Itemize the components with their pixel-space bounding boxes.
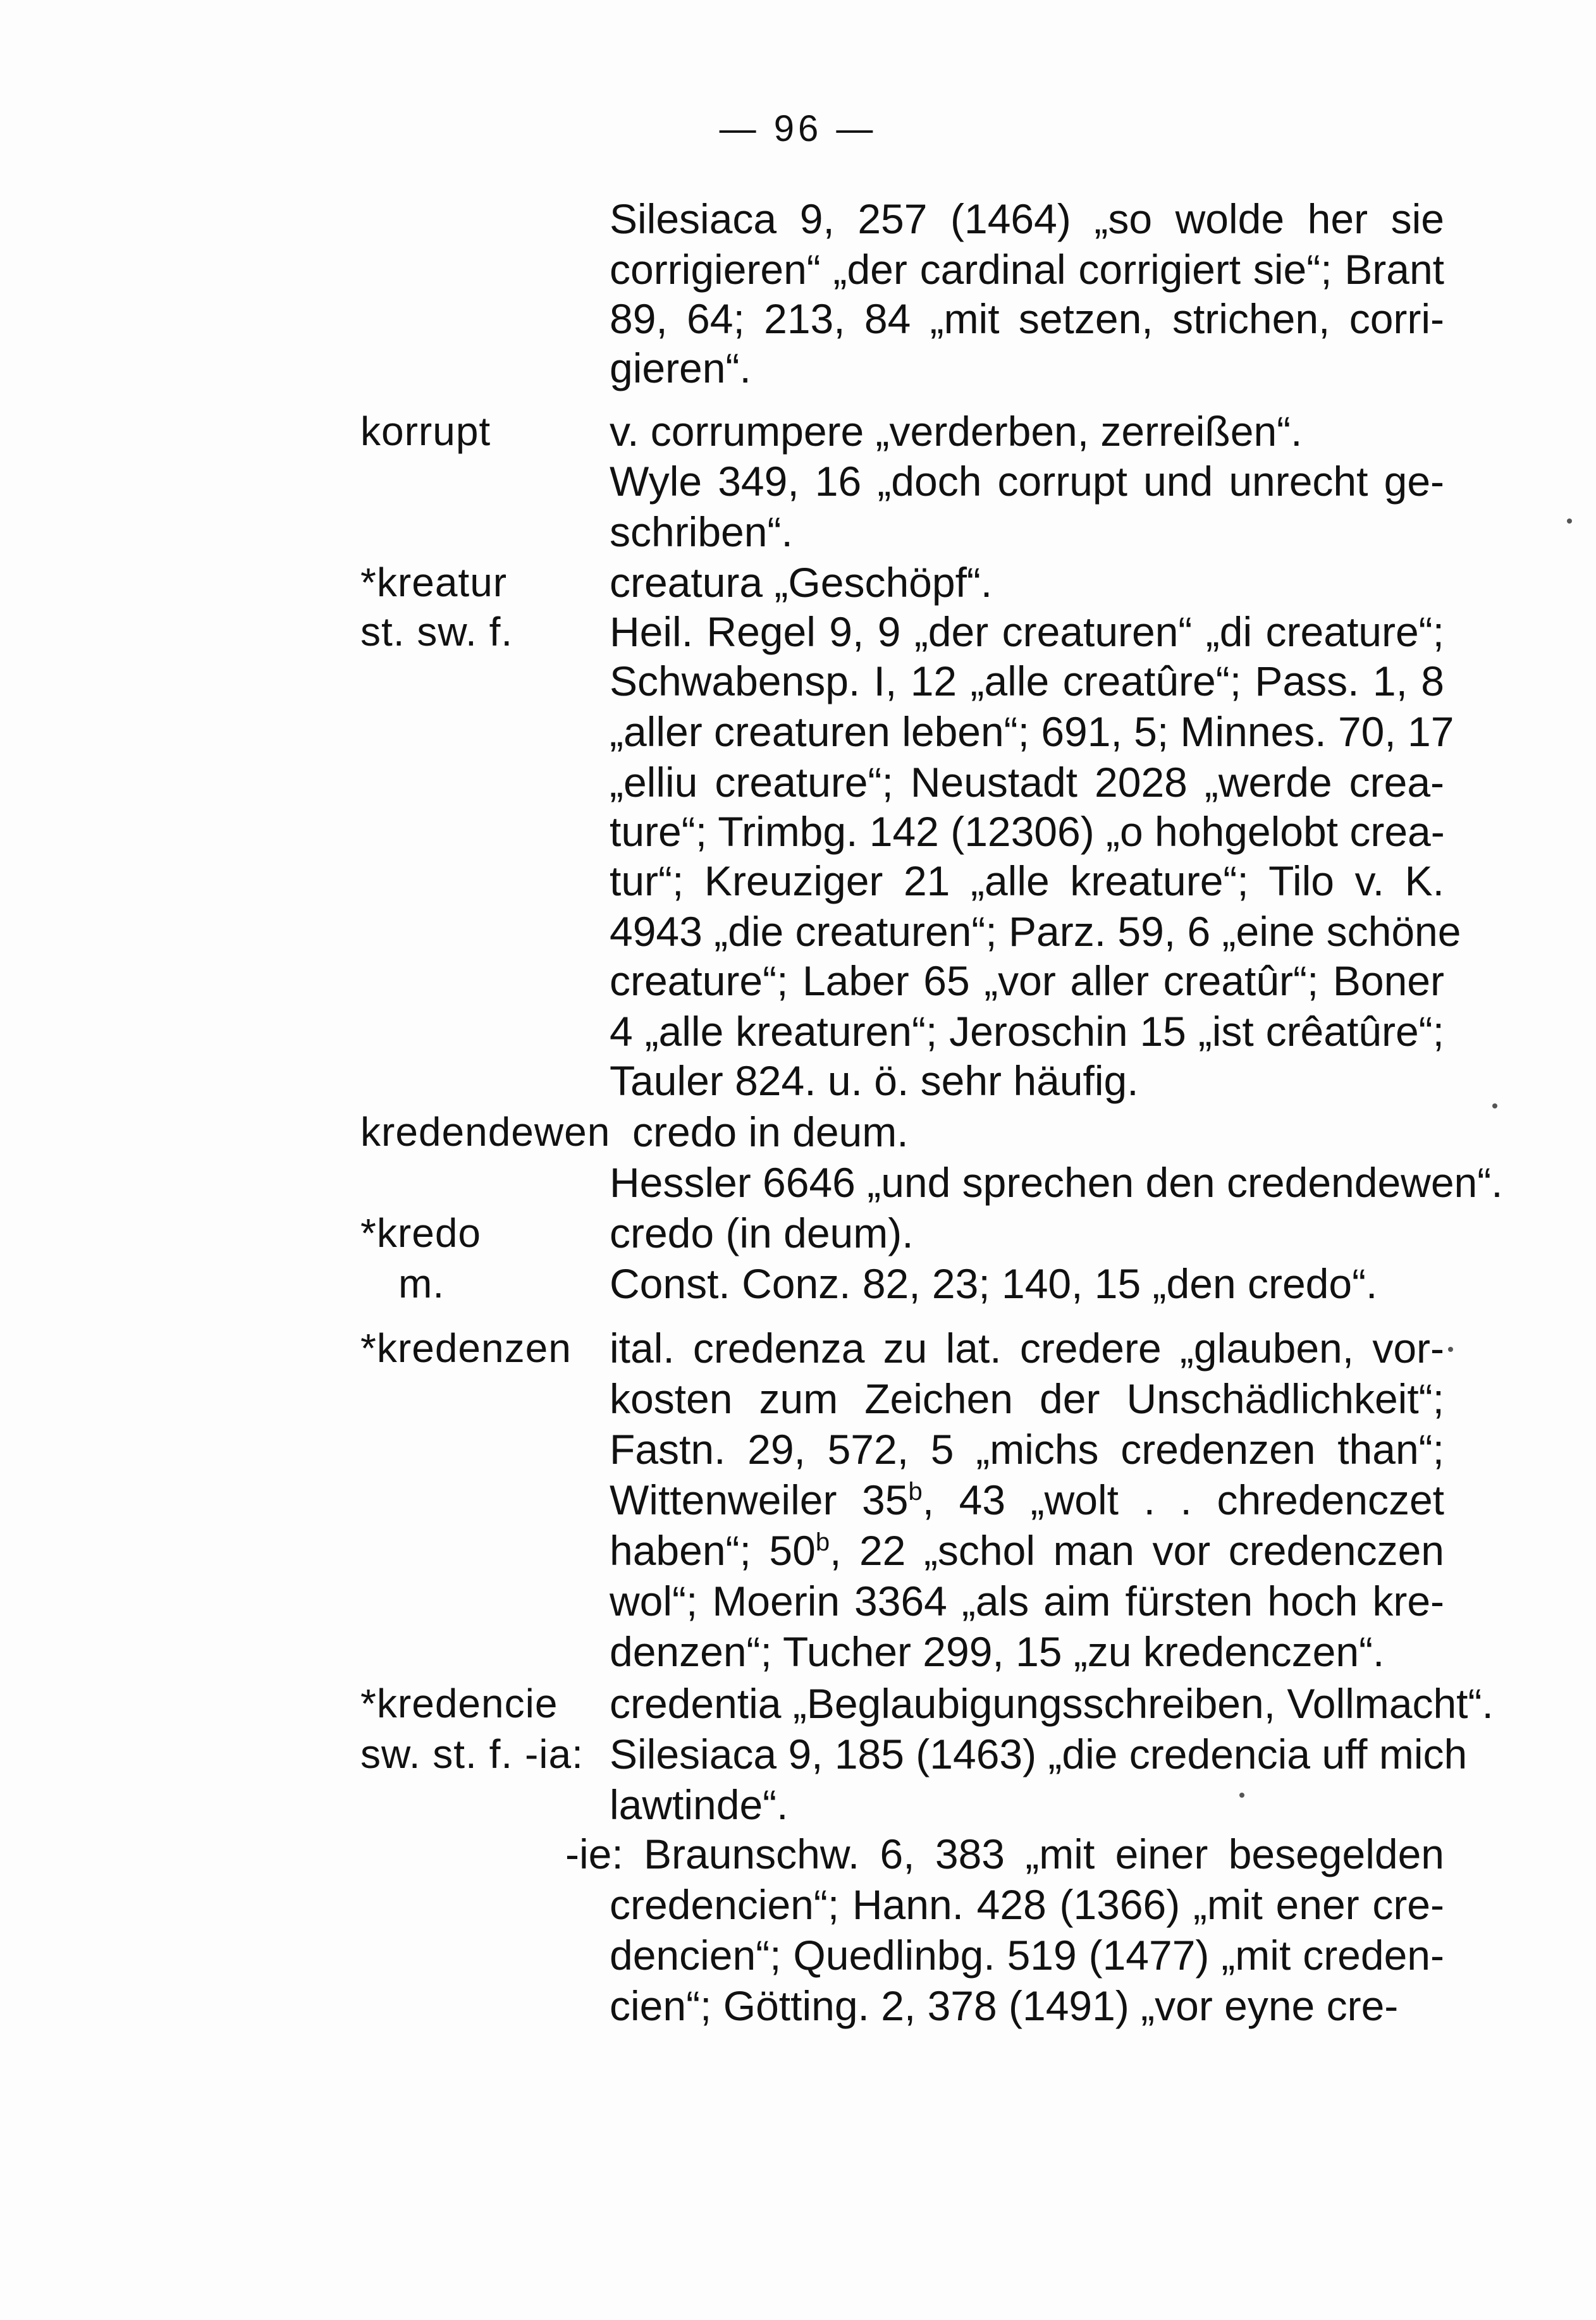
entry-kreatur-line: „elliu creature“; Neustadt 2028 „werde crea- [610,759,1444,806]
headword-kredenzen: *kredenzen [360,1325,572,1371]
scan-speck [1567,519,1572,524]
entry-kreatur-line: 4943 „die creaturen“; Parz. 59, 6 „eine schöne [610,908,1461,955]
entry-kreatur-line: ture“; Trimbg. 142 (12306) „o hohgelobt crea- [610,808,1445,855]
entry-korrigieren-cont-line: corrigieren“ „der cardinal corrigiert sie“; Brant [610,246,1444,293]
entry-kredenzen-line: kosten zum Zeichen der Unschädlichkeit“; [610,1375,1444,1422]
entry-korrigieren-cont-line: gieren“. [610,345,751,391]
entry-kreatur-line: Tauler 824. u. ö. sehr häufig. [610,1057,1139,1104]
headword-kreatur-grammar: st. sw. f. [360,609,513,654]
entry-kreatur-line: 4 „alle kreaturen“; Jeroschin 15 „ist crêatûre“; [610,1008,1444,1055]
headword-kredencie-grammar: sw. st. f. -ia: [360,1731,584,1777]
entry-kredenzen-line: haben“; 50$^b$, 22 „schol man vor credenczen [610,1527,1444,1574]
entry-kredenzen-line: ital. credenza zu lat. credere „glauben, vor- [610,1325,1444,1372]
entry-kreatur-line: Schwabensp. I, 12 „alle creatûre“; Pass. 1, 8 [610,658,1444,704]
scan-speck [1492,1103,1497,1108]
entry-kreatur-line: creature“; Laber 65 „vor aller creatûr“; Boner [610,957,1444,1004]
page-number: — 96 — [719,108,877,149]
entry-kreatur-line: tur“; Kreuziger 21 „alle kreature“; Tilo v. K. [610,857,1444,904]
entry-kredenzen-line: Wittenweiler 35$^b$, 43 „wolt . . chredenczet [610,1476,1444,1523]
headword-kredo: *kredo [360,1210,481,1256]
entry-kredo-line: credo (in deum). [610,1210,914,1256]
entry-korrupt-line: schriben“. [610,508,793,555]
entry-kredencie-line: Silesiaca 9, 185 (1463) „die credencia uff mich [610,1731,1468,1777]
entry-korrupt-line: Wyle 349, 16 „doch corrupt und unrecht ge- [610,458,1444,505]
entry-kredencie-line: credentia „Beglaubigungsschreiben, Vollmacht“. [610,1680,1494,1727]
entry-kredenzen-line: denzen“; Tucher 299, 15 „zu kredenczen“. [610,1628,1385,1675]
headword-korrupt: korrupt [360,408,491,454]
scan-speck [1448,1347,1453,1352]
headword-kredencie: *kredencie [360,1681,558,1726]
entry-kreatur-line: „aller creaturen leben“; 691, 5; Minnes. 70, 17 [610,708,1454,755]
headword-kredendewen: kredendewen [360,1109,611,1155]
entry-kreatur-line: Heil. Regel 9, 9 „der creaturen“ „di creature“; [610,608,1444,655]
entry-kredencie-line: lawtinde“. [610,1781,789,1828]
entry-kredendewen-line: credo in deum. [632,1108,909,1155]
entry-kredenzen-line: wol“; Moerin 3364 „als aim fürsten hoch kre- [610,1578,1444,1624]
entry-korrigieren-cont-line: Silesiaca 9, 257 (1464) „so wolde her sie [610,195,1444,242]
entry-kredo-line: Const. Conz. 82, 23; 140, 15 „den credo“. [610,1260,1378,1307]
headword-kredo-grammar: m. [398,1261,445,1306]
headword-kreatur: *kreatur [360,560,508,605]
entry-kredencie-line: -ie: Braunschw. 6, 383 „mit einer besegelden [565,1831,1444,1877]
entry-korrigieren-cont-line: 89, 64; 213, 84 „mit setzen, strichen, corri- [610,295,1444,342]
entry-kreatur-line: creatura „Geschöpf“. [610,559,993,606]
entry-kredencie-line: credencien“; Hann. 428 (1366) „mit ener cre- [610,1881,1444,1928]
entry-kredenzen-line: Fastn. 29, 572, 5 „michs credenzen than“; [610,1426,1444,1473]
entry-kredendewen-line: Hessler 6646 „und sprechen den credendewen“. [610,1159,1503,1206]
entry-korrupt-line: v. corrumpere „verderben, zerreißen“. [610,408,1303,455]
scan-speck [1239,1793,1244,1798]
entry-kredencie-line: dencien“; Quedlinbg. 519 (1477) „mit creden- [610,1932,1444,1979]
entry-kredencie-line: cien“; Götting. 2, 378 (1491) „vor eyne cre- [610,1982,1399,2029]
